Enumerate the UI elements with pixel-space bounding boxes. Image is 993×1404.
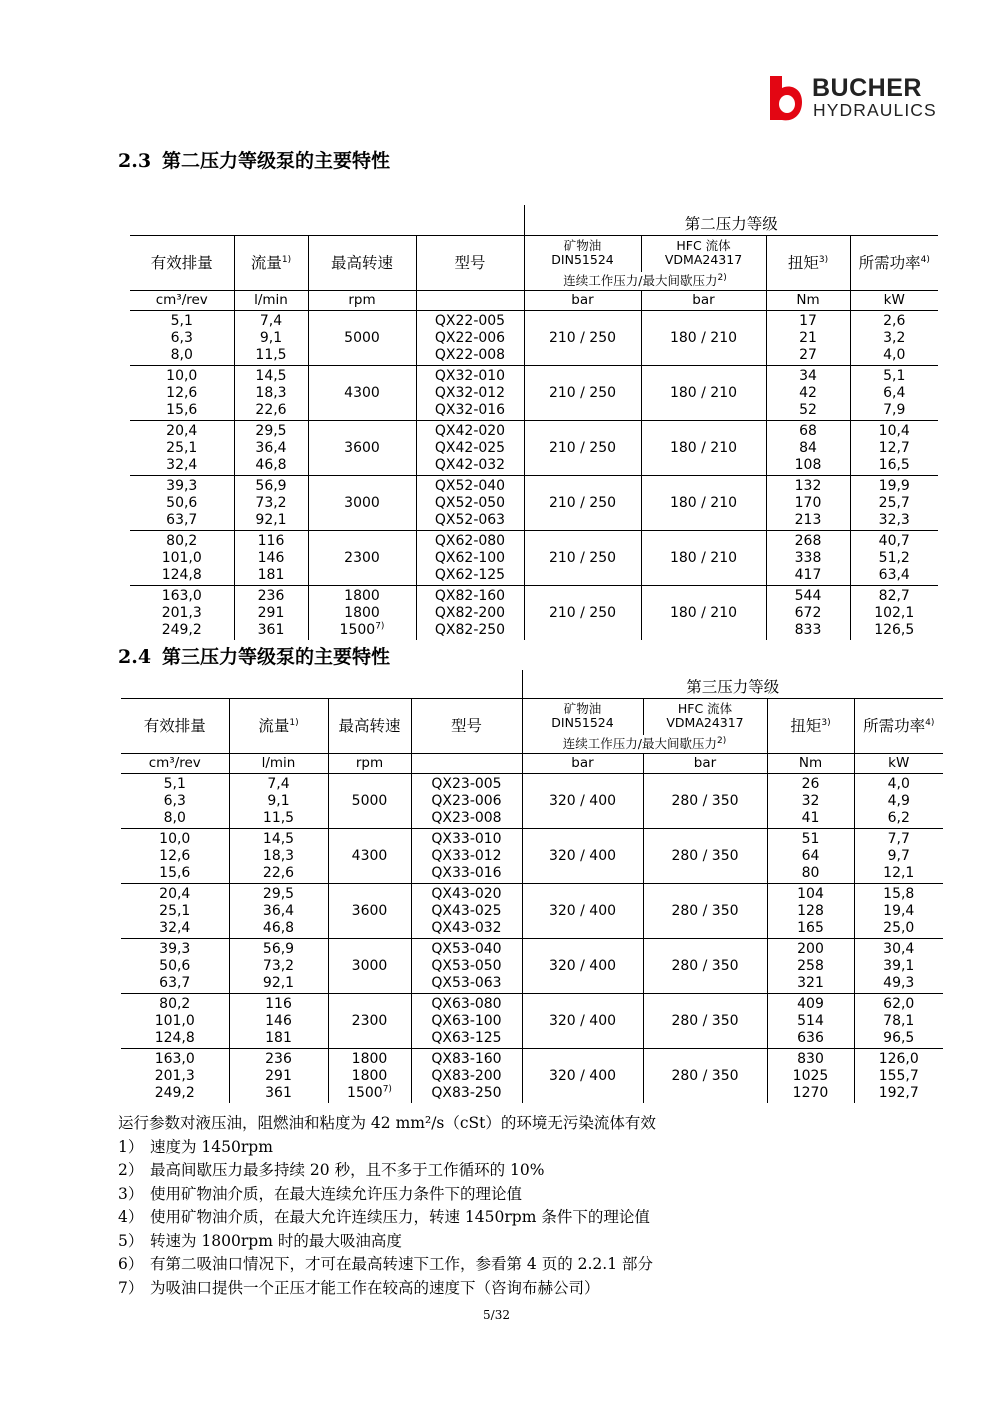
table-row	[130, 476, 938, 531]
header-type: 型号	[411, 699, 522, 754]
header-max-speed: 最高转速	[308, 236, 416, 291]
note-number: 7）	[118, 1278, 144, 1297]
note-item	[118, 1277, 656, 1301]
table-row	[121, 939, 943, 994]
unit-mineral: bar	[522, 754, 643, 774]
cell-torque: 544 672 833	[766, 586, 850, 641]
cell-flow: 7,4 9,1 11,5	[229, 774, 328, 829]
header-pressure-group	[522, 699, 767, 754]
cell-power: 2,6 3,2 4,0	[850, 311, 938, 366]
note-text: 有第二吸油口情况下，才可在最高转速下工作，参看第 4 页的 2.2.1 部分	[150, 1255, 654, 1273]
cell-hfc: 280 / 350	[643, 884, 767, 939]
cell-speed: 3000	[308, 476, 416, 531]
note-item	[118, 1253, 656, 1277]
cell-flow: 56,9 73,2 92,1	[234, 476, 308, 531]
cell-type: QX83-160 QX83-200 QX83-250	[411, 1049, 522, 1104]
page-number: 5/32	[483, 1308, 510, 1322]
cell-flow: 236 291 361	[234, 586, 308, 641]
table-row	[121, 994, 943, 1049]
cell-speed: 3600	[308, 421, 416, 476]
note-item	[118, 1206, 656, 1230]
cell-type: QX53-040 QX53-050 QX53-063	[411, 939, 522, 994]
cell-power: 15,8 19,4 25,0	[854, 884, 943, 939]
cell-type: QX63-080 QX63-100 QX63-125	[411, 994, 522, 1049]
note-item	[118, 1136, 656, 1160]
cell-power: 30,4 39,1 49,3	[854, 939, 943, 994]
cell-speed: 1800 1800 1500$^{7)}$	[308, 586, 416, 641]
cell-mineral: 210 / 250	[524, 421, 641, 476]
notes-list	[118, 1136, 656, 1301]
header-pressure-note: 连续工作压力/最大间歇压力$^{2)}$	[563, 272, 727, 288]
cell-power: 62,0 78,1 96,5	[854, 994, 943, 1049]
header-max-speed: 最高转速	[328, 699, 411, 754]
cell-torque: 34 42 52	[766, 366, 850, 421]
cell-disp: 80,2 101,0 124,8	[154, 995, 195, 1046]
cell-type: QX62-080 QX62-100 QX62-125	[416, 531, 524, 586]
cell-hfc: 180 / 210	[641, 366, 766, 421]
cell-power: 126,0 155,7 192,7	[854, 1049, 943, 1104]
cell-type: QX52-040 QX52-050 QX52-063	[416, 476, 524, 531]
table-row	[130, 366, 938, 421]
unit-disp: cm³/rev	[155, 292, 208, 308]
third-pressure-class-table	[121, 670, 943, 1103]
unit-torque: Nm	[766, 291, 850, 311]
header-hfc-fluid: HFC 流体 VDMA24317	[641, 236, 766, 272]
bucher-logo-mark-icon	[766, 74, 806, 122]
cell-type: QX32-010 QX32-012 QX32-016	[416, 366, 524, 421]
cell-hfc: 280 / 350	[643, 774, 767, 829]
notes-intro: 运行参数对液压油，阻燃油和粘度为 42 mm²/s（cSt）的环境无污染流体有效	[118, 1114, 656, 1132]
cell-mineral: 320 / 400	[522, 939, 643, 994]
cell-speed: 3000	[328, 939, 411, 994]
cell-speed: 5000	[308, 311, 416, 366]
cell-mineral: 210 / 250	[524, 586, 641, 641]
cell-disp: 163,0 201,3 249,2	[154, 1050, 195, 1101]
cell-flow: 7,4 9,1 11,5	[234, 311, 308, 366]
header-flow: 流量$^{1)}$	[234, 236, 308, 291]
note-number: 6）	[118, 1255, 144, 1273]
cell-disp: 10,0 12,6 15,6	[159, 830, 191, 881]
cell-power: 19,9 25,7 32,3	[850, 476, 938, 531]
cell-power: 40,7 51,2 63,4	[850, 531, 938, 586]
note-number: 1）	[118, 1137, 144, 1156]
cell-power: 4,0 4,9 6,2	[854, 774, 943, 829]
section-2-3-heading	[118, 152, 390, 171]
cell-power: 82,7 102,1 126,5	[850, 586, 938, 641]
cell-flow: 14,5 18,3 22,6	[229, 829, 328, 884]
cell-torque: 17 21 27	[766, 311, 850, 366]
cell-speed: 4300	[328, 829, 411, 884]
cell-torque: 68 84 108	[766, 421, 850, 476]
cell-power: 7,7 9,7 12,1	[854, 829, 943, 884]
note-number: 4）	[118, 1208, 144, 1226]
note-text: 为吸油口提供一个正压才能工作在较高的速度下（咨询布赫公司）	[150, 1278, 600, 1297]
table-row	[130, 586, 938, 641]
cell-speed: 2300	[308, 531, 416, 586]
cell-hfc: 180 / 210	[641, 311, 766, 366]
cell-disp: 163,0 201,3 249,2	[161, 587, 202, 638]
unit-hfc: bar	[641, 291, 766, 311]
units-row	[121, 754, 943, 774]
cell-disp: 39,3 50,6 63,7	[159, 940, 191, 991]
unit-flow: l/min	[234, 291, 308, 311]
cell-speed: 2300	[328, 994, 411, 1049]
cell-mineral: 320 / 400	[522, 1049, 643, 1104]
cell-torque: 268 338 417	[766, 531, 850, 586]
cell-flow: 116 146 181	[229, 994, 328, 1049]
note-number: 5）	[118, 1231, 144, 1250]
cell-speed: 5000	[328, 774, 411, 829]
table-row	[121, 774, 943, 829]
note-number: 3）	[118, 1184, 144, 1203]
cell-type: QX23-005 QX23-006 QX23-008	[411, 774, 522, 829]
section-2-4-heading	[118, 648, 390, 667]
cell-speed: 1800 1800 1500$^{7)}$	[328, 1049, 411, 1104]
unit-torque: Nm	[767, 754, 854, 774]
logo-text-bucher: BUCHER	[812, 74, 922, 102]
cell-mineral: 320 / 400	[522, 774, 643, 829]
cell-torque: 409 514 636	[767, 994, 854, 1049]
header-mineral-oil: 矿物油 DIN51524	[551, 238, 614, 267]
cell-disp: 5,1 6,3 8,0	[170, 312, 193, 363]
section-title: 第二压力等级泵的主要特性	[162, 150, 391, 172]
cell-speed: 3600	[328, 884, 411, 939]
logo-text-hydraulics: HYDRAULICS	[813, 100, 937, 120]
cell-flow: 29,5 36,4 46,8	[229, 884, 328, 939]
unit-power: kW	[850, 291, 938, 311]
cell-hfc: 180 / 210	[641, 586, 766, 641]
header-power: 所需功率$^{4)}$	[850, 236, 938, 291]
header-flow: 流量$^{1)}$	[229, 699, 328, 754]
cell-type: QX42-020 QX42-025 QX42-032	[416, 421, 524, 476]
cell-disp: 80,2 101,0 124,8	[161, 532, 202, 583]
header-mineral-oil: 矿物油 DIN51524	[551, 701, 614, 730]
unit-type	[416, 291, 524, 311]
header-hfc-fluid: HFC 流体 VDMA24317	[643, 699, 767, 735]
cell-flow: 29,5 36,4 46,8	[234, 421, 308, 476]
note-item	[118, 1230, 656, 1254]
cell-mineral: 210 / 250	[524, 531, 641, 586]
table-row	[130, 531, 938, 586]
cell-hfc: 280 / 350	[643, 829, 767, 884]
cell-disp: 20,4 25,1 32,4	[159, 885, 191, 936]
unit-speed: rpm	[328, 754, 411, 774]
unit-type	[411, 754, 522, 774]
cell-type: QX33-010 QX33-012 QX33-016	[411, 829, 522, 884]
pressure-class-label: 第二压力等级	[524, 205, 938, 236]
header-displacement: 有效排量	[130, 236, 234, 291]
cell-mineral: 210 / 250	[524, 366, 641, 421]
cell-flow: 56,9 73,2 92,1	[229, 939, 328, 994]
cell-flow: 236 291 361	[229, 1049, 328, 1104]
cell-hfc: 180 / 210	[641, 476, 766, 531]
cell-type: QX82-160 QX82-200 QX82-250	[416, 586, 524, 641]
cell-disp: 10,0 12,6 15,6	[166, 367, 198, 418]
unit-flow: l/min	[229, 754, 328, 774]
header-torque: 扭矩$^{3)}$	[766, 236, 850, 291]
cell-torque: 200 258 321	[767, 939, 854, 994]
cell-mineral: 320 / 400	[522, 884, 643, 939]
note-number: 2）	[118, 1161, 144, 1179]
note-text: 速度为 1450rpm	[150, 1137, 273, 1156]
unit-disp: cm³/rev	[148, 755, 201, 771]
table-row	[130, 421, 938, 476]
pressure-class-label: 第三压力等级	[522, 670, 943, 699]
units-row	[130, 291, 938, 311]
cell-power: 10,4 12,7 16,5	[850, 421, 938, 476]
cell-hfc: 280 / 350	[643, 994, 767, 1049]
header-pressure-note: 连续工作压力/最大间歇压力$^{2)}$	[562, 735, 727, 751]
header-displacement: 有效排量	[121, 699, 229, 754]
header-type: 型号	[416, 236, 524, 291]
section-title: 第三压力等级泵的主要特性	[162, 646, 391, 668]
header-pressure-group	[524, 236, 766, 291]
unit-hfc: bar	[643, 754, 767, 774]
cell-hfc: 180 / 210	[641, 531, 766, 586]
header-power: 所需功率$^{4)}$	[854, 699, 943, 754]
note-text: 最高间歇压力最多持续 20 秒，且不多于工作循环的 10%	[150, 1161, 545, 1179]
cell-mineral: 210 / 250	[524, 476, 641, 531]
unit-mineral: bar	[524, 291, 641, 311]
cell-flow: 116 146 181	[234, 531, 308, 586]
cell-torque: 132 170 213	[766, 476, 850, 531]
unit-speed: rpm	[308, 291, 416, 311]
cell-disp: 5,1 6,3 8,0	[163, 775, 186, 826]
section-number: 2.4	[118, 646, 152, 668]
cell-type: QX43-020 QX43-025 QX43-032	[411, 884, 522, 939]
bucher-hydraulics-logo	[766, 72, 946, 124]
note-item	[118, 1159, 656, 1183]
cell-hfc: 180 / 210	[641, 421, 766, 476]
cell-mineral: 210 / 250	[524, 311, 641, 366]
notes-section	[118, 1112, 656, 1300]
header-torque: 扭矩$^{3)}$	[767, 699, 854, 754]
table-row	[121, 884, 943, 939]
section-number: 2.3	[118, 150, 152, 172]
cell-mineral: 320 / 400	[522, 829, 643, 884]
unit-power: kW	[854, 754, 943, 774]
cell-speed: 4300	[308, 366, 416, 421]
table-row	[130, 311, 938, 366]
cell-torque: 26 32 41	[767, 774, 854, 829]
cell-hfc: 280 / 350	[643, 939, 767, 994]
note-text: 使用矿物油介质，在最大连续允许压力条件下的理论值	[150, 1184, 523, 1203]
cell-disp: 20,4 25,1 32,4	[166, 422, 198, 473]
note-text: 使用矿物油介质，在最大允许连续压力，转速 1450rpm 条件下的理论值	[150, 1208, 650, 1226]
cell-mineral: 320 / 400	[522, 994, 643, 1049]
cell-torque: 104 128 165	[767, 884, 854, 939]
note-item	[118, 1183, 656, 1207]
second-pressure-class-table	[130, 205, 938, 640]
cell-disp: 39,3 50,6 63,7	[166, 477, 198, 528]
cell-torque: 830 1025 1270	[767, 1049, 854, 1104]
cell-torque: 51 64 80	[767, 829, 854, 884]
note-text: 转速为 1800rpm 时的最大吸油高度	[150, 1231, 402, 1250]
table-row	[121, 829, 943, 884]
cell-hfc: 280 / 350	[643, 1049, 767, 1104]
cell-flow: 14,5 18,3 22,6	[234, 366, 308, 421]
cell-power: 5,1 6,4 7,9	[850, 366, 938, 421]
cell-type: QX22-005 QX22-006 QX22-008	[416, 311, 524, 366]
table-row	[121, 1049, 943, 1104]
